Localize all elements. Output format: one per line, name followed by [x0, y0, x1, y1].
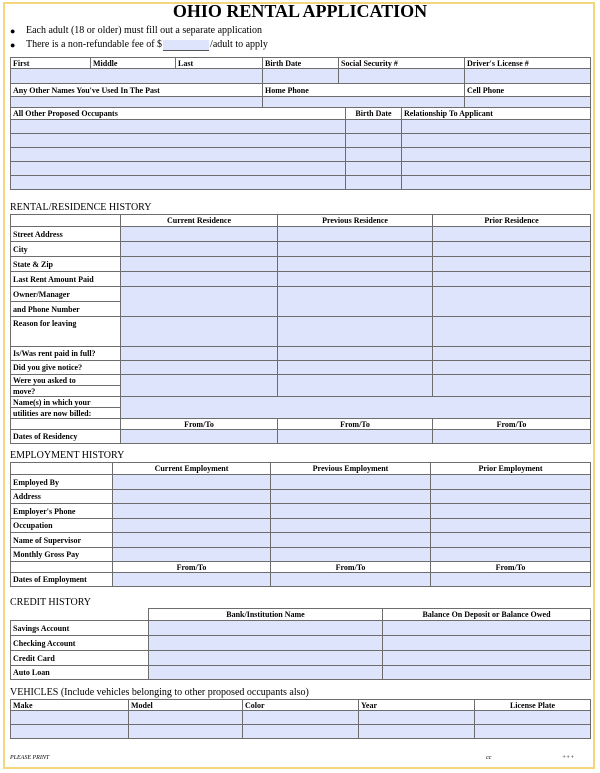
previous-rent-field[interactable] [278, 272, 433, 287]
current-employment-header: Current Employment [113, 463, 271, 475]
employer-address-label: Address [11, 490, 113, 504]
current-notice-field[interactable] [121, 361, 278, 375]
occupation-label: Occupation [11, 519, 113, 533]
credit-card-label: Credit Card [11, 651, 149, 666]
previous-emp-dates-field[interactable] [271, 573, 431, 587]
occupant-name-field[interactable] [11, 162, 346, 176]
prior-paid-field[interactable] [433, 347, 591, 361]
owner-phone-label: and Phone Number [11, 302, 121, 317]
vehicle-year-field[interactable] [359, 711, 475, 725]
instruction-2 [10, 38, 268, 52]
initials-box-2: +++ [562, 755, 575, 761]
current-asked-field[interactable] [121, 375, 278, 397]
credit-corner [11, 609, 149, 621]
utilities-field[interactable] [121, 397, 591, 419]
vehicle-color-field[interactable] [243, 725, 359, 739]
prior-occupation-field[interactable] [431, 519, 591, 533]
instruction-2-pre: There is a non-refundable fee of $ [26, 39, 163, 50]
auto-loan-label: Auto Loan [11, 666, 149, 680]
state-zip-label: State & Zip [11, 257, 121, 272]
license-label: Driver's License # [465, 58, 591, 69]
bullet-icon: ● [10, 26, 16, 36]
previous-state-zip-field[interactable] [278, 257, 433, 272]
occupant-birth-field[interactable] [346, 162, 402, 176]
full-name-field[interactable] [11, 69, 263, 84]
occupant-name-field[interactable] [11, 148, 346, 162]
initials-box-1: cc [486, 755, 492, 761]
previous-employment-header: Previous Employment [271, 463, 431, 475]
vehicle-make-field[interactable] [11, 725, 129, 739]
instructions [10, 24, 268, 52]
current-supervisor-field[interactable] [113, 533, 271, 548]
previous-street-field[interactable] [278, 227, 433, 242]
occupants-table [10, 107, 591, 190]
license-plate-header: License Plate [475, 700, 591, 711]
vehicle-plate-field[interactable] [475, 711, 591, 725]
relationship-label: Relationship To Applicant [402, 108, 591, 120]
asked-move-label-1: Were you asked to [11, 375, 121, 386]
prior-street-field[interactable] [433, 227, 591, 242]
from-to-label: From/To [278, 419, 433, 430]
asked-move-label-2: move? [11, 386, 121, 397]
credit-card-balance-field[interactable] [383, 651, 591, 666]
occupant-name-field[interactable] [11, 120, 346, 134]
previous-pay-field[interactable] [271, 548, 431, 562]
prior-asked-field[interactable] [433, 375, 591, 397]
gross-pay-label: Monthly Gross Pay [11, 548, 113, 562]
from-to-label: From/To [113, 562, 271, 573]
previous-dates-field[interactable] [278, 430, 433, 444]
emp-dates-spacer [11, 562, 113, 573]
employed-by-label: Employed By [11, 475, 113, 490]
supervisor-label: Name of Supervisor [11, 533, 113, 548]
prior-city-field[interactable] [433, 242, 591, 257]
vehicle-year-field[interactable] [359, 725, 475, 739]
savings-balance-field[interactable] [383, 621, 591, 636]
previous-supervisor-field[interactable] [271, 533, 431, 548]
vehicle-model-field[interactable] [129, 725, 243, 739]
occupant-relationship-field[interactable] [402, 120, 591, 134]
previous-asked-field[interactable] [278, 375, 433, 397]
occupant-birth-field[interactable] [346, 176, 402, 190]
previous-residence-header: Previous Residence [278, 215, 433, 227]
occupant-birth-field[interactable] [346, 120, 402, 134]
make-header: Make [11, 700, 129, 711]
birth-date-label: Birth Date [263, 58, 339, 69]
occupants-label: All Other Proposed Occupants [11, 108, 346, 120]
occupant-relationship-field[interactable] [402, 162, 591, 176]
cell-phone-label: Cell Phone [465, 84, 591, 97]
previous-address-field[interactable] [271, 490, 431, 504]
from-to-label: From/To [433, 419, 591, 430]
previous-notice-field[interactable] [278, 361, 433, 375]
ssn-field[interactable] [339, 69, 465, 84]
credit-section-title: CREDIT HISTORY [10, 597, 92, 608]
rental-section-title: RENTAL/RESIDENCE HISTORY [10, 202, 152, 213]
applicant-info-table [10, 57, 591, 111]
first-name-label: First [11, 58, 91, 69]
bank-header: Bank/Institution Name [149, 609, 383, 621]
credit-history-table [10, 608, 591, 680]
previous-employer-field[interactable] [271, 475, 431, 490]
savings-bank-field[interactable] [149, 621, 383, 636]
last-name-label: Last [176, 58, 263, 69]
other-names-label: Any Other Names You've Used In The Past [11, 84, 263, 97]
rental-corner [11, 215, 121, 227]
fee-amount-field[interactable] [163, 40, 209, 51]
vehicle-plate-field[interactable] [475, 725, 591, 739]
current-phone-field[interactable] [113, 504, 271, 519]
occupant-name-field[interactable] [11, 134, 346, 148]
previous-paid-field[interactable] [278, 347, 433, 361]
instruction-1-text: Each adult (18 or older) must fill out a separate application [26, 25, 263, 36]
instruction-1 [10, 24, 268, 38]
current-paid-field[interactable] [121, 347, 278, 361]
savings-label: Savings Account [11, 621, 149, 636]
vehicle-model-field[interactable] [129, 711, 243, 725]
occupant-birth-field[interactable] [346, 148, 402, 162]
bullet-icon: ● [10, 40, 16, 50]
vehicles-section-title: VEHICLES (Include vehicles belonging to other proposed occupants also) [10, 687, 309, 698]
dates-spacer [11, 419, 121, 430]
vehicle-color-field[interactable] [243, 711, 359, 725]
from-to-label: From/To [121, 419, 278, 430]
current-owner-field[interactable] [121, 287, 278, 317]
prior-employment-header: Prior Employment [431, 463, 591, 475]
employment-section-title: EMPLOYMENT HISTORY [10, 450, 125, 461]
auto-loan-bank-field[interactable] [149, 666, 383, 680]
occupant-birth-label: Birth Date [346, 108, 402, 120]
color-header: Color [243, 700, 359, 711]
license-field[interactable] [465, 69, 591, 84]
year-header: Year [359, 700, 475, 711]
prior-pay-field[interactable] [431, 548, 591, 562]
previous-city-field[interactable] [278, 242, 433, 257]
previous-reason-field[interactable] [278, 317, 433, 347]
current-rent-field[interactable] [121, 272, 278, 287]
prior-state-zip-field[interactable] [433, 257, 591, 272]
current-emp-dates-field[interactable] [113, 573, 271, 587]
reason-leaving-label: Reason for leaving [11, 317, 121, 347]
employer-phone-label: Employer's Phone [11, 504, 113, 519]
street-address-label: Street Address [11, 227, 121, 242]
occupant-birth-field[interactable] [346, 134, 402, 148]
current-reason-field[interactable] [121, 317, 278, 347]
prior-phone-field[interactable] [431, 504, 591, 519]
current-employer-field[interactable] [113, 475, 271, 490]
prior-dates-field[interactable] [433, 430, 591, 444]
checking-bank-field[interactable] [149, 636, 383, 651]
checking-label: Checking Account [11, 636, 149, 651]
last-rent-label: Last Rent Amount Paid [11, 272, 121, 287]
previous-owner-field[interactable] [278, 287, 433, 317]
dates-residency-label: Dates of Residency [11, 430, 121, 444]
prior-reason-field[interactable] [433, 317, 591, 347]
city-label: City [11, 242, 121, 257]
employment-history-table [10, 462, 591, 587]
from-to-label: From/To [271, 562, 431, 573]
model-header: Model [129, 700, 243, 711]
previous-occupation-field[interactable] [271, 519, 431, 533]
middle-name-label: Middle [91, 58, 176, 69]
auto-loan-balance-field[interactable] [383, 666, 591, 680]
vehicle-make-field[interactable] [11, 711, 129, 725]
home-phone-label: Home Phone [263, 84, 465, 97]
credit-card-bank-field[interactable] [149, 651, 383, 666]
occupant-relationship-field[interactable] [402, 176, 591, 190]
current-address-field[interactable] [113, 490, 271, 504]
dates-employment-label: Dates of Employment [11, 573, 113, 587]
occupant-relationship-field[interactable] [402, 148, 591, 162]
prior-notice-field[interactable] [433, 361, 591, 375]
current-residence-header: Current Residence [121, 215, 278, 227]
utilities-label-1: Name(s) in which your [11, 397, 121, 408]
checking-balance-field[interactable] [383, 636, 591, 651]
owner-manager-label: Owner/Manager [11, 287, 121, 302]
ssn-label: Social Security # [339, 58, 465, 69]
form-title: OHIO RENTAL APPLICATION [172, 1, 428, 21]
instruction-2-post: /adult to apply [210, 39, 268, 50]
prior-owner-field[interactable] [433, 287, 591, 317]
prior-address-field[interactable] [431, 490, 591, 504]
birth-date-field[interactable] [263, 69, 339, 84]
current-occupation-field[interactable] [113, 519, 271, 533]
utilities-label-2: utilities are now billed: [11, 408, 121, 419]
prior-emp-dates-field[interactable] [431, 573, 591, 587]
rent-paid-label: Is/Was rent paid in full? [11, 347, 121, 361]
employment-corner [11, 463, 113, 475]
notice-label: Did you give notice? [11, 361, 121, 375]
prior-rent-field[interactable] [433, 272, 591, 287]
prior-employer-field[interactable] [431, 475, 591, 490]
occupant-name-field[interactable] [11, 176, 346, 190]
current-city-field[interactable] [121, 242, 278, 257]
from-to-label: From/To [431, 562, 591, 573]
occupant-relationship-field[interactable] [402, 134, 591, 148]
current-street-field[interactable] [121, 227, 278, 242]
prior-supervisor-field[interactable] [431, 533, 591, 548]
prior-residence-header: Prior Residence [433, 215, 591, 227]
previous-phone-field[interactable] [271, 504, 431, 519]
balance-header: Balance On Deposit or Balance Owed [383, 609, 591, 621]
current-state-zip-field[interactable] [121, 257, 278, 272]
vehicles-table [10, 699, 591, 739]
please-print-note: PLEASE PRINT [10, 755, 50, 761]
rental-history-table [10, 214, 591, 444]
current-pay-field[interactable] [113, 548, 271, 562]
current-dates-field[interactable] [121, 430, 278, 444]
